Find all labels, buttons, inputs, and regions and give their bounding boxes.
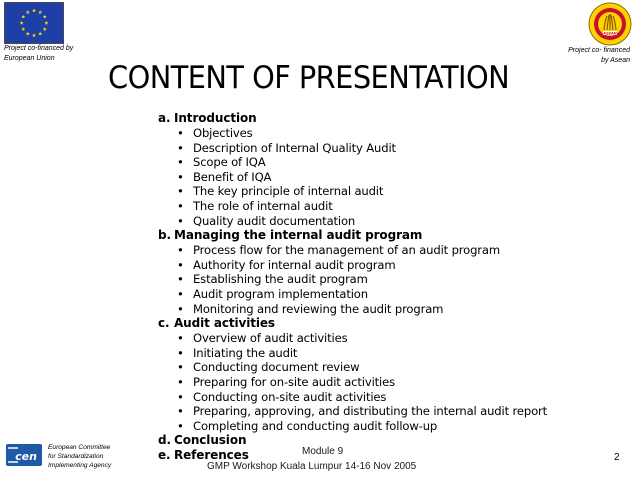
list-item-label: Completing and conducting audit follow-up xyxy=(193,418,438,433)
list-item-label: Preparing, approving, and distributing the internal audit report xyxy=(193,404,548,419)
section-items xyxy=(158,126,578,228)
list-item xyxy=(158,126,578,141)
section-title: Introduction xyxy=(174,111,257,125)
footer-module: Module 9 xyxy=(302,446,344,457)
list-item-label: Preparing for on-site audit activities xyxy=(193,374,395,389)
cen-logo-label: cen xyxy=(15,450,37,463)
asean-emblem-icon xyxy=(588,2,632,46)
list-item xyxy=(158,184,578,199)
section-title: Audit activities xyxy=(174,316,275,331)
bullet-icon: • xyxy=(177,360,184,375)
asean-financing-line-1: Project co- financed xyxy=(568,47,630,54)
section-heading xyxy=(158,228,578,243)
cen-agency-note xyxy=(48,443,111,470)
list-item-label: Process flow for the management of an audit program xyxy=(193,243,501,258)
section-1 xyxy=(158,228,578,316)
slide-title: CONTENT OF PRESENTATION xyxy=(108,60,510,96)
section-letter: e. xyxy=(158,448,171,463)
section-heading xyxy=(158,433,578,448)
bullet-icon: • xyxy=(177,404,184,419)
section-title: Managing the internal audit program xyxy=(174,228,423,243)
list-item-label: Establishing the audit program xyxy=(193,272,368,287)
bullet-icon: • xyxy=(177,184,184,199)
section-heading xyxy=(158,111,578,126)
list-item-label: Benefit of IQA xyxy=(193,169,272,184)
list-item-label: Conducting on-site audit activities xyxy=(193,389,387,404)
section-0 xyxy=(158,111,578,228)
asean-financing-line-2: by Asean xyxy=(601,57,630,64)
list-item xyxy=(158,390,578,405)
list-item-label: Quality audit documentation xyxy=(193,213,356,228)
list-item xyxy=(158,258,578,273)
asean-emblem-label: ASEAN xyxy=(603,31,617,36)
bullet-icon: • xyxy=(177,198,184,213)
cen-line-1: European Committee xyxy=(48,444,111,451)
list-item-label: Conducting document review xyxy=(193,360,360,375)
bullet-icon: • xyxy=(177,257,184,272)
list-item xyxy=(158,287,578,302)
list-item xyxy=(158,141,578,156)
asean-financing-note xyxy=(568,46,630,66)
section-title: References xyxy=(174,448,249,463)
section-items xyxy=(158,243,578,316)
list-item xyxy=(158,419,578,434)
section-title: Conclusion xyxy=(174,433,247,448)
cen-line-2: for Standardization xyxy=(48,453,104,460)
list-item xyxy=(158,346,578,361)
bullet-icon: • xyxy=(177,345,184,360)
list-item-label: Authority for internal audit program xyxy=(193,257,396,272)
list-item-label: The role of internal audit xyxy=(193,198,333,213)
list-item-label: Monitoring and reviewing the audit program xyxy=(193,301,444,316)
list-item xyxy=(158,170,578,185)
bullet-icon: • xyxy=(177,213,184,228)
eu-financing-note xyxy=(4,44,73,64)
list-item xyxy=(158,331,578,346)
footer-workshop: GMP Workshop Kuala Lumpur 14-16 Nov 2005 xyxy=(207,461,417,472)
list-item xyxy=(158,404,578,419)
list-item-label: Initiating the audit xyxy=(193,345,298,360)
list-item xyxy=(158,360,578,375)
page-number: 2 xyxy=(614,452,620,463)
cen-logo-icon xyxy=(4,440,44,470)
list-item-label: Overview of audit activities xyxy=(193,331,348,346)
list-item xyxy=(158,199,578,214)
bullet-icon: • xyxy=(177,389,184,404)
section-letter: d. xyxy=(158,433,171,448)
list-item xyxy=(158,272,578,287)
bullet-icon: • xyxy=(177,169,184,184)
list-item-label: Description of Internal Quality Audit xyxy=(193,140,396,155)
eu-financing-line-2: European Union xyxy=(4,55,55,62)
section-letter: b. xyxy=(158,228,171,243)
section-3 xyxy=(158,433,578,448)
contents-list xyxy=(158,111,578,463)
bullet-icon: • xyxy=(177,140,184,155)
list-item xyxy=(158,214,578,229)
list-item xyxy=(158,302,578,317)
list-item-label: Scope of IQA xyxy=(193,155,266,170)
bullet-icon: • xyxy=(177,374,184,389)
section-2 xyxy=(158,316,578,433)
list-item xyxy=(158,243,578,258)
section-letter: c. xyxy=(158,316,170,331)
bullet-icon: • xyxy=(177,126,184,140)
bullet-icon: • xyxy=(177,331,184,346)
section-items xyxy=(158,331,578,433)
bullet-icon: • xyxy=(177,286,184,301)
bullet-icon: • xyxy=(177,272,184,287)
bullet-icon: • xyxy=(177,418,184,433)
bullet-icon: • xyxy=(177,301,184,316)
list-item-label: Audit program implementation xyxy=(193,286,368,301)
eu-financing-line-1: Project co-financed by xyxy=(4,45,74,52)
cen-line-3: Implementing Agency xyxy=(48,462,112,469)
list-item-label: The key principle of internal audit xyxy=(193,184,384,199)
list-item xyxy=(158,375,578,390)
section-letter: a. xyxy=(158,111,171,125)
section-heading xyxy=(158,316,578,331)
eu-flag-icon xyxy=(4,2,64,44)
bullet-icon: • xyxy=(177,155,184,170)
list-item-label: Objectives xyxy=(193,126,253,140)
bullet-icon: • xyxy=(177,243,184,258)
list-item xyxy=(158,155,578,170)
